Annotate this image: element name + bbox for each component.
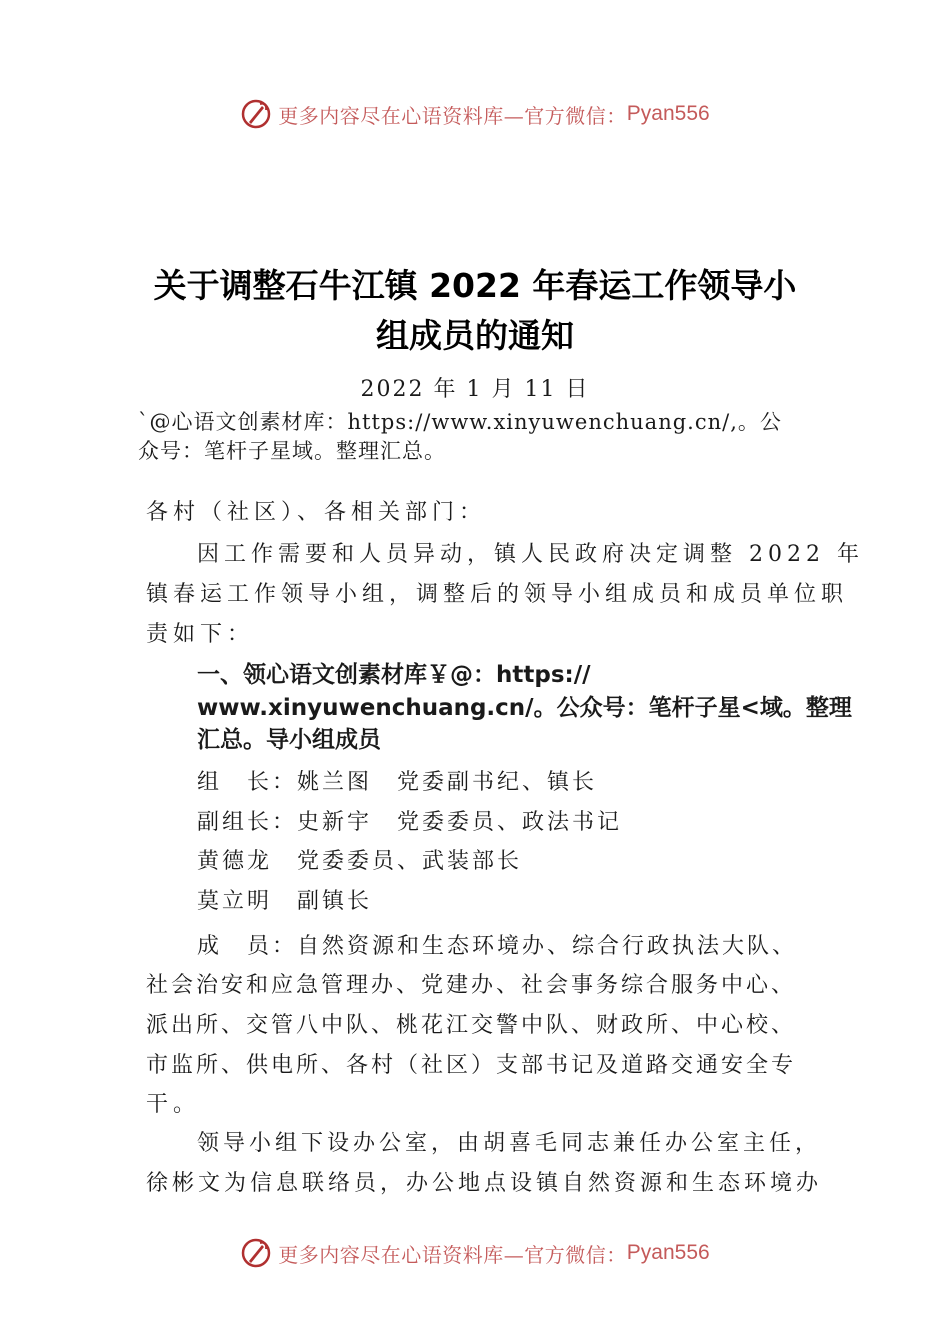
banner-wechat-id: Pyan556 [626,102,710,125]
section-heading-line: 一、领心语文创素材库￥@：https:// [197,662,591,688]
intro-line: 镇春运工作领导小组，调整后的领导小组成员和成员单位职 [146,582,849,607]
members-para-line: 干。 [146,1092,201,1117]
document-title-line-1: 关于调整石牛江镇 2022 年春运工作领导小 [153,266,797,305]
member-line: 莫立明 副镇长 [197,889,373,914]
member-line: 副组长：史新宇 党委委员、政法书记 [197,810,623,835]
intro-line: 因工作需要和人员异动，镇人民政府决定调整 2022 年 [197,542,864,567]
section-heading-line: www.xinyuwenchuang.cn/。公众号：笔杆子星<域。整理 [197,695,852,721]
member-line: 黄德龙 党委委员、武装部长 [197,849,523,874]
quill-logo-icon [240,98,272,130]
document-date: 2022 年 1 月 11 日 [360,377,590,402]
banner-wechat-id: Pyan556 [626,1241,710,1264]
document-title-line-2: 组成员的通知 [376,316,574,355]
office-para-line: 徐彬文为信息联络员，办公地点设镇自然资源和生态环境办 [146,1171,823,1196]
salutation: 各村（社区）、各相关部门： [146,500,487,525]
source-note-line-1: `@心语文创素材库：https://www.xinyuwenchuang.cn/,。公 [138,410,782,434]
footer-banner [0,1233,950,1273]
members-para-line: 派出所、交管八中队、桃花江交警中队、财政所、中心校、 [146,1013,797,1038]
banner-text: 更多内容尽在心语资料库—官方微信： [278,1242,627,1267]
banner-text: 更多内容尽在心语资料库—官方微信： [278,103,627,128]
member-line: 组 长：姚兰图 党委副书纪、镇长 [197,770,598,795]
section-heading-line: 汇总。导小组成员 [197,727,381,753]
members-para-line: 社会治安和应急管理办、党建办、社会事务综合服务中心、 [146,973,797,998]
members-para-line: 成 员：自然资源和生态环境办、综合行政执法大队、 [197,934,798,959]
intro-line: 责如下： [146,622,255,647]
quill-logo-icon [240,1237,272,1269]
office-para-line: 领导小组下设办公室，由胡喜毛同志兼任办公室主任， [197,1131,822,1156]
source-note-line-2: 众号：笔杆子星域。整理汇总。 [138,439,446,463]
members-para-line: 市监所、供电所、各村（社区）支部书记及道路交通安全专 [146,1053,797,1078]
header-banner [0,94,950,134]
